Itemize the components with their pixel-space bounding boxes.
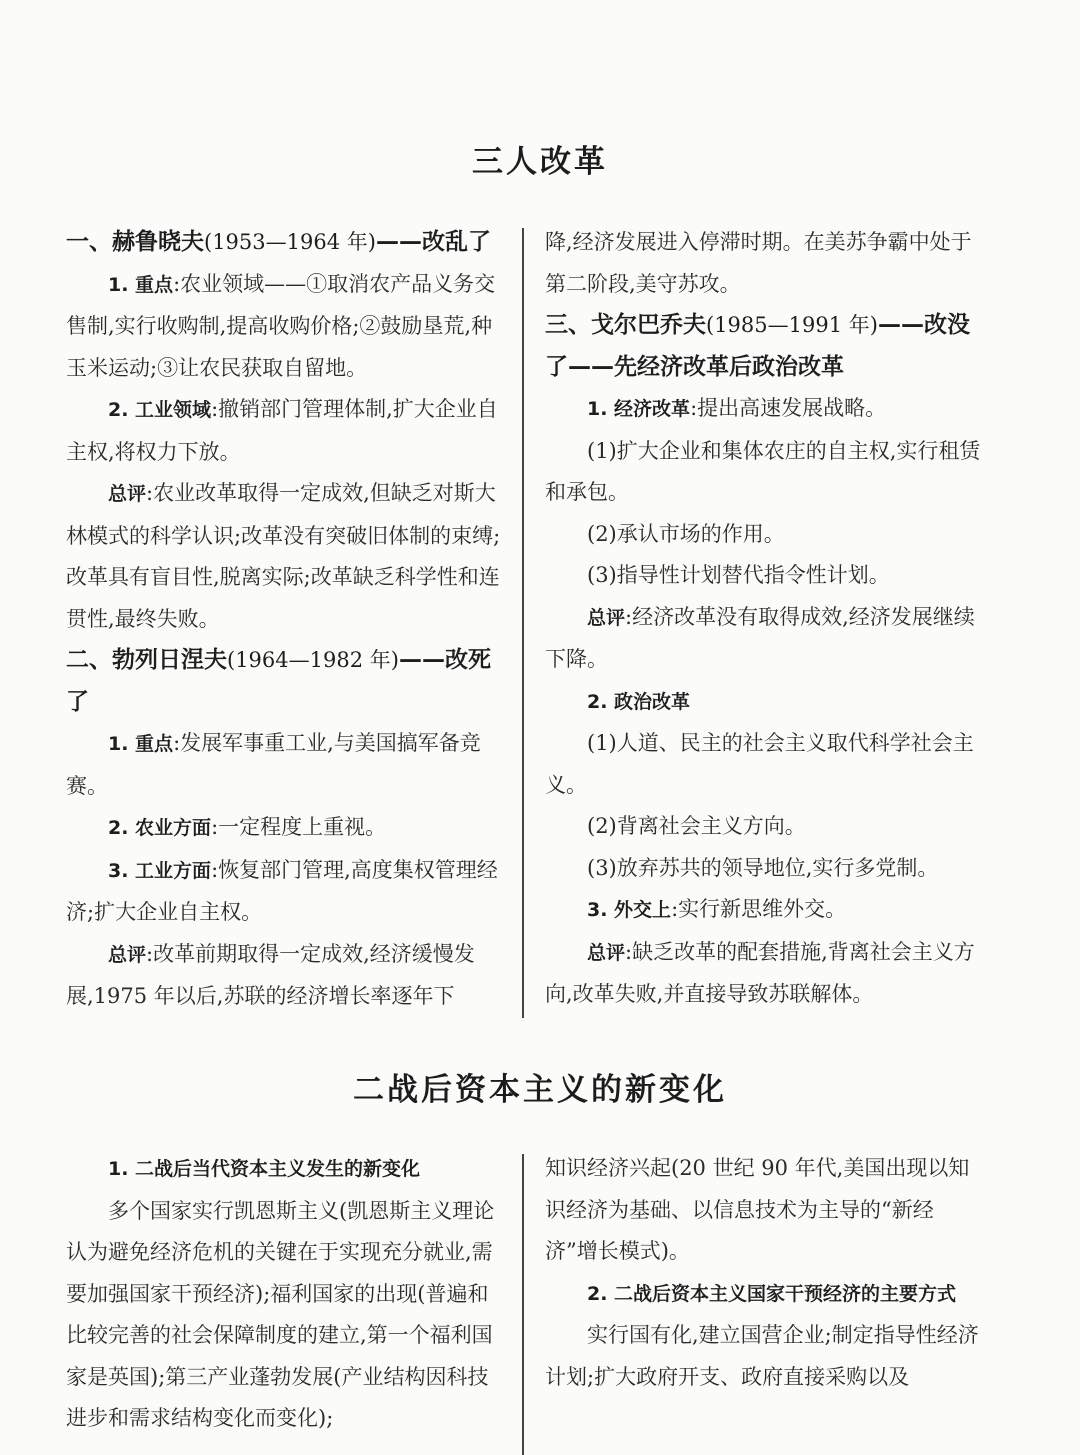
section-title-capitalism-changes: 二战后资本主义的新变化 xyxy=(353,1072,727,1108)
paragraph-continued: 降,经济发展进入停滞时期。在美苏争霸中处于第二阶段,美守苏攻。 xyxy=(545,230,972,296)
heading-brezhnev: 二、勃列日涅夫(1964—1982 年)——改死了 xyxy=(66,647,491,715)
paragraph: 总评:缺乏改革的配套措施,背离社会主义方向,改革失败,并直接导致苏联解体。 xyxy=(545,939,975,1006)
paragraph: 1. 重点:农业领域——①取消农产品义务交售制,实行收购制,提高收购价格;②鼓励垦荒,种玉米运动;③让农民获取自留地。 xyxy=(66,271,496,380)
right-column-reforms xyxy=(545,222,985,1016)
paragraph: 实行国有化,建立国营企业;制定指导性经济计划;扩大政府开支、政府直接采购以及 xyxy=(545,1323,979,1389)
list-item: (2)背离社会主义方向。 xyxy=(587,814,806,838)
heading-khrushchev: 一、赫鲁晓夫(1953—1964 年)——改乱了 xyxy=(66,229,491,255)
list-item: (1)人道、民主的社会主义取代科学社会主义。 xyxy=(545,731,974,797)
paragraph: 1. 重点:发展军事重工业,与美国搞军备竞赛。 xyxy=(66,731,481,798)
paragraph: 多个国家实行凯恩斯主义(凯恩斯主义理论认为避免经济危机的关键在于实现充分就业,需要加强国家干预经济);福利国家的出现(普遍和比较完善的社会保障制度的建立,第一个福利国家是英国);第三产业蓬勃发展(产业结构因科技进步和需求结构变化而变化); xyxy=(66,1198,495,1430)
right-column-capitalism xyxy=(545,1148,985,1398)
paragraph: 3. 工业方面:恢复部门管理,高度集权管理经济;扩大企业自主权。 xyxy=(66,857,498,924)
list-item: (3)放弃苏共的领导地位,实行多党制。 xyxy=(587,855,939,880)
left-column-reforms xyxy=(66,222,506,1018)
column-divider xyxy=(522,1154,524,1455)
section-title-three-reforms: 三人改革 xyxy=(472,144,608,180)
list-item: (2)承认市场的作用。 xyxy=(587,521,785,546)
subheading-political-reform: 2. 政治改革 xyxy=(587,690,691,713)
list-item: (3)指导性计划替代指令性计划。 xyxy=(587,563,890,587)
heading-gorbachev: 三、戈尔巴乔夫(1985—1991 年)——改没了——先经济改革后政治改革 xyxy=(545,312,970,380)
subheading: 2. 二战后资本主义国家干预经济的主要方式 xyxy=(587,1282,957,1305)
left-column-capitalism xyxy=(66,1148,506,1440)
paragraph: 3. 外交上:实行新思维外交。 xyxy=(587,897,847,921)
column-divider xyxy=(522,228,524,1018)
list-item: (1)扩大企业和集体农庄的自主权,实行租赁和承包。 xyxy=(545,438,981,504)
paragraph: 1. 经济改革:提出高速发展战略。 xyxy=(587,396,887,420)
paragraph: 2. 工业领域:撤销部门管理体制,扩大企业自主权,将权力下放。 xyxy=(66,397,498,464)
paragraph: 总评:改革前期取得一定成效,经济缓慢发展,1975 年以后,苏联的经济增长率逐年下 xyxy=(66,941,475,1008)
paragraph: 总评:经济改革没有取得成效,经济发展继续下降。 xyxy=(545,604,975,671)
paragraph: 2. 农业方面:一定程度上重视。 xyxy=(108,815,387,839)
subheading: 1. 二战后当代资本主义发生的新变化 xyxy=(108,1158,421,1180)
paragraph: 总评:农业改革取得一定成效,但缺乏对斯大林模式的科学认识;改革没有突破旧体制的束缚;改革具有盲目性,脱离实际;改革缺乏科学性和连贯性,最终失败。 xyxy=(66,481,501,631)
paragraph-continued: 知识经济兴起(20 世纪 90 年代,美国出现以知识经济为基础、以信息技术为主导的“新经济”增长模式)。 xyxy=(545,1156,970,1263)
